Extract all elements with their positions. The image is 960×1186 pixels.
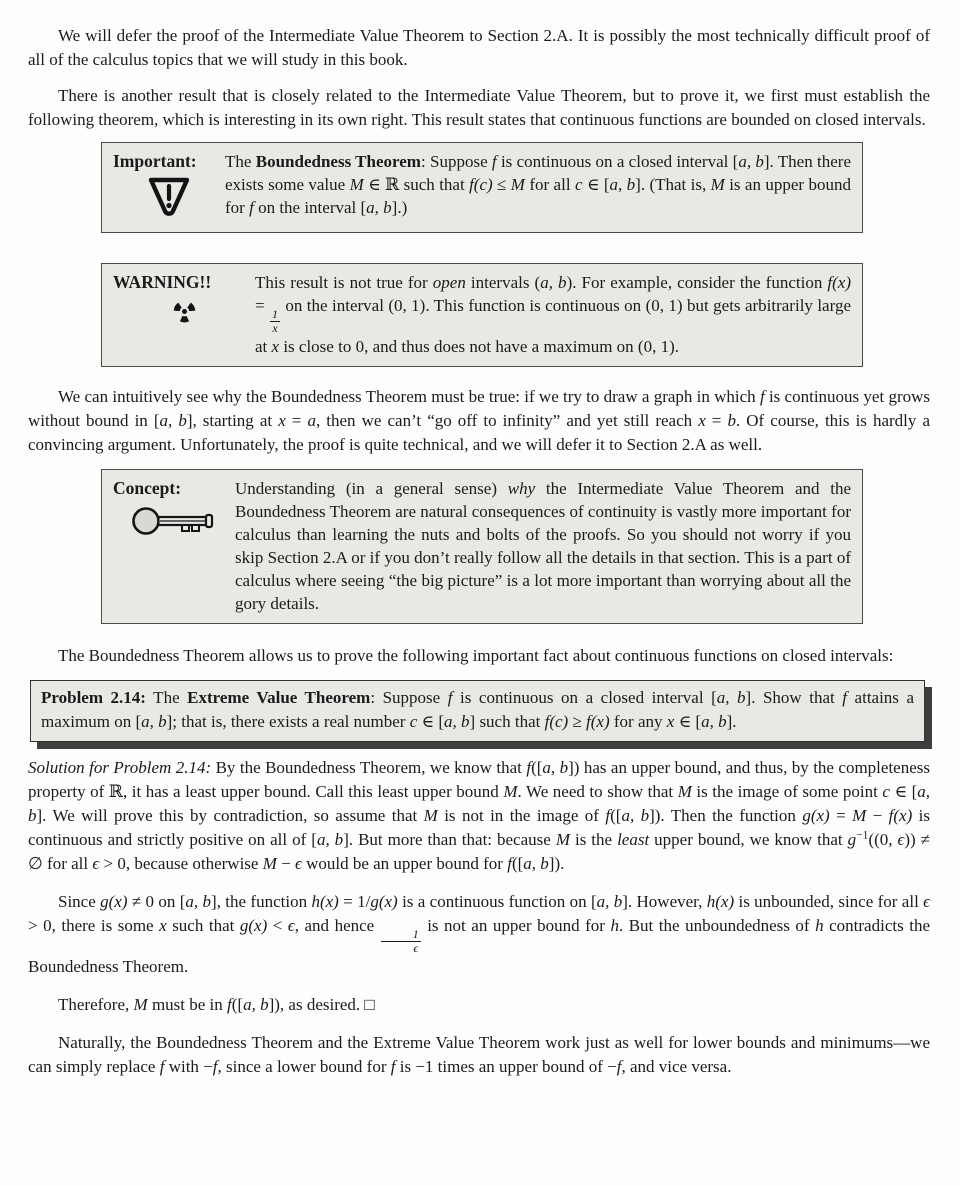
paragraph-naturally: Naturally, the Boundedness Theorem and the Extreme Value Theorem work just as well for lower bounds and minimums—we can simply replace f with −f, since a lower bound for f is −1 times an upper bound of −f, and vice versa. xyxy=(28,1032,930,1076)
key-icon xyxy=(130,503,218,545)
radiation-icon xyxy=(172,297,197,330)
paragraph-boundedness-allows: The Boundedness Theorem allows us to prove the following important fact about continuous functions on closed intervals: xyxy=(58,645,894,665)
warning-label-column xyxy=(113,271,255,358)
problem-box xyxy=(30,680,925,742)
concept-box xyxy=(101,469,863,624)
important-label-column xyxy=(113,150,225,224)
important-box-text: The Boundedness Theorem: Suppose f is continuous on a closed interval [a, b]. Then there exists some value M ∈ ℝ such that f(c) ≤ M for all c ∈ [a, b]. (That is, M is an upper bound for f on the interval [a, b].) xyxy=(225,152,851,217)
paragraph-another-result: There is another result that is closely related to the Intermediate Value Theorem, but to prove it, we first must establish the following theorem, which is interesting in its own right. This result states that continuous functions are bounded on closed intervals. xyxy=(28,86,930,129)
concept-box-text: Understanding (in a general sense) why the Intermediate Value Theorem and the Boundedness Theorem are natural consequences of continuity is vastly more important for calculus than learning the nuts and bolts of the proofs. So you should not worry if you skip Section 2.A or if you don’t really follow all the details in that section. This is a part of calculus where seeing “the big picture” is a lot more important than worrying about all the gory details. xyxy=(235,478,851,613)
warning-box xyxy=(101,263,863,367)
problem-statement: Problem 2.14: The Extreme Value Theorem: Suppose f is continuous on a closed interval [a, b]. Show that f attains a maximum on [a, b]; that is, there exists a real number c ∈ [a, b] such that f(c) ≥ f(x) for any x ∈ [a, b]. xyxy=(41,687,915,731)
exclamation-triangle-icon xyxy=(146,176,192,224)
paragraph-since-g: Since g(x) ≠ 0 on [a, b], the function h(x) = 1/g(x) is a continuous function on [a, b]. However, h(x) is unbounded, since for all ϵ > 0, there is some x such that g(x) < ϵ, and hence $\frac{1}{\epsilon}$ is not an upper bound for h. But the unboundedness of h contradicts the Boundedness Theorem. xyxy=(28,891,931,976)
paragraph-solution: Solution for Problem 2.14: By the Boundedness Theorem, we know that f([a, b]) has an upper bound, and thus, by the completeness property of ℝ, it has a least upper bound. Call this least upper bound M. We need to show that M is the image of some point c ∈ [a, b]. We will prove this by contradiction, so assume that M is not in the image of f([a, b]). Then the function g(x) = M − f(x) is continuous and strictly positive on all of [a, b]. But more than that: because M is the least upper bound, we know that $g^{-1}((0$, ϵ)) ≠ ∅ for all ϵ > 0, because otherwise M − ϵ would be an upper bound for f([a, b]). xyxy=(28,757,931,873)
concept-label: Concept: xyxy=(113,477,182,498)
paragraph-defer-proof: We will defer the proof of the Intermediate Value Theorem to Section 2.A. It is possibly the most technically difficult proof of all of the calculus topics that we will study in this book. xyxy=(28,26,930,69)
paragraph-intuitive-argument: We can intuitively see why the Boundedness Theorem must be true: if we try to draw a graph in which f is continuous yet grows without bound in [a, b], starting at x = a, then we can’t “go off to infinity” and yet still reach x = b. Of course, this is hardly a convincing argument. Unfortunately, the proof is quite technical, and we will defer it to Section 2.A as well. xyxy=(28,386,931,454)
warning-box-text: This result is not true for open intervals (a, b). For example, consider the function f(x) = $\frac{1}{x}$ on the interval (0, 1). This function is continuous on (0, 1) but gets arbitrarily large at x is close to 0, and thus does not have a maximum on (0, 1). xyxy=(255,273,852,356)
concept-label-column xyxy=(113,477,235,615)
important-label: Important: xyxy=(113,151,197,171)
warning-label: WARNING!! xyxy=(113,272,212,292)
paragraph-therefore: Therefore, M must be in f([a, b]), as desired. □ xyxy=(58,994,375,1014)
important-box xyxy=(101,142,863,233)
